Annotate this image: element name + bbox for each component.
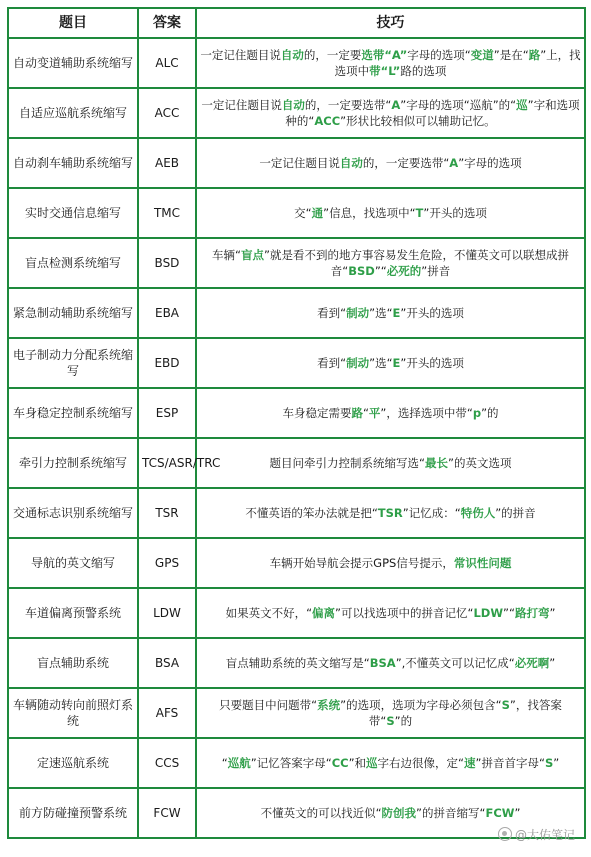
tip-text: 不懂英语的笨办法就是把“ <box>245 506 378 520</box>
tip-text: 看到“ <box>317 356 347 370</box>
tip-text: 盲点辅助系统的英文缩写是“ <box>225 656 370 670</box>
tip-highlight: 选带“A” <box>361 48 408 62</box>
tip-highlight: TSR <box>377 506 403 520</box>
tip-highlight: 偏离 <box>312 606 336 620</box>
tip-highlight: S <box>544 756 554 770</box>
tip-text: 车辆“ <box>212 248 241 262</box>
table-row <box>8 38 585 88</box>
question-cell: 导航的英文缩写 <box>8 538 138 588</box>
tip-cell <box>196 38 585 88</box>
tip-text: ”的 <box>394 714 413 728</box>
tip-highlight: 常识性问题 <box>453 556 512 570</box>
tip-text: 字母的选项“ <box>407 48 471 62</box>
table-row <box>8 538 585 588</box>
header-question: 题目 <box>8 8 138 38</box>
tip-text: ”拼音首字母“ <box>475 756 545 770</box>
tip-text: ”信息，找选项中“ <box>323 206 416 220</box>
tip-text: 车辆开始导航会提示GPS信号提示， <box>269 556 454 570</box>
header-answer: 答案 <box>138 8 196 38</box>
question-cell: 自动变道辅助系统缩写 <box>8 38 138 88</box>
watermark-text: @大佑笔记 <box>514 828 575 842</box>
tip-text: ”选“ <box>369 356 393 370</box>
tip-highlight: ACC <box>314 114 341 128</box>
tip-text: ”就是看不到的地方事容易发生危险，不懂英文可以联想成拼音“ <box>264 248 569 278</box>
tip-text: ”字和选项种的“ <box>285 98 580 128</box>
answer-cell: BSA <box>138 638 196 688</box>
tip-text: ”上，找选项中 <box>334 48 581 78</box>
question-cell: 牵引力控制系统缩写 <box>8 438 138 488</box>
watermark-logo-icon <box>498 827 512 841</box>
tips-table <box>7 7 586 839</box>
tip-text: ”的拼音 <box>495 506 536 520</box>
answer-cell: EBA <box>138 288 196 338</box>
tip-highlight: FCW <box>485 806 515 820</box>
question-cell: 实时交通信息缩写 <box>8 188 138 238</box>
tip-text: 不懂英文的可以找近似“ <box>260 806 382 820</box>
tip-text: “ <box>362 406 369 420</box>
answer-cell: FCW <box>138 788 196 838</box>
tip-text: 的，一定要选带“ <box>362 156 450 170</box>
tip-text: ”开头的选项 <box>423 206 487 220</box>
question-cell: 车辆随动转向前照灯系统 <box>8 688 138 738</box>
tip-highlight: 带“L” <box>369 64 401 78</box>
tip-highlight: E <box>392 306 401 320</box>
answer-cell: CCS <box>138 738 196 788</box>
tip-cell <box>196 638 585 688</box>
tip-highlight: 自动 <box>281 98 305 112</box>
tip-text: ”,不懂英文可以记忆成“ <box>395 656 515 670</box>
tip-text: ”字母的选项 <box>458 156 522 170</box>
tip-text: ”的 <box>481 406 499 420</box>
tip-highlight: 必死啊 <box>514 656 550 670</box>
tip-highlight: 必死的 <box>386 264 422 278</box>
tip-text: 交“ <box>294 206 312 220</box>
question-cell: 交通标志识别系统缩写 <box>8 488 138 538</box>
tip-cell <box>196 88 585 138</box>
tip-text: ”记忆成：“ <box>402 506 461 520</box>
answer-cell: BSD <box>138 238 196 288</box>
tip-text: 的，一定要选带“ <box>304 98 392 112</box>
tip-text: ”，选择选项中带“ <box>380 406 473 420</box>
tip-text: 路的选项 <box>400 64 447 78</box>
tip-text: ”是在“ <box>493 48 529 62</box>
question-cell: 车身稳定控制系统缩写 <box>8 388 138 438</box>
tip-cell <box>196 588 585 638</box>
tip-text: ”，找答案带“ <box>368 698 562 728</box>
table-row <box>8 438 585 488</box>
tip-text: 车身稳定需要 <box>282 406 352 420</box>
tip-text: ”的英文选项 <box>448 456 512 470</box>
question-cell: 盲点检测系统缩写 <box>8 238 138 288</box>
tip-cell <box>196 238 585 288</box>
tip-highlight: 制动 <box>346 306 370 320</box>
tip-text: ”拼音 <box>421 264 451 278</box>
tip-text: ”选“ <box>369 306 393 320</box>
tip-highlight: BSA <box>369 656 396 670</box>
tip-highlight: 路 <box>528 48 541 62</box>
tip-cell <box>196 438 585 488</box>
answer-cell: ACC <box>138 88 196 138</box>
tip-cell <box>196 488 585 538</box>
table-row <box>8 288 585 338</box>
tip-highlight: CC <box>331 756 349 770</box>
answer-cell: AFS <box>138 688 196 738</box>
tip-highlight: 通 <box>311 206 324 220</box>
tip-highlight: 制动 <box>346 356 370 370</box>
tip-text: ”字母的选项“巡航”的“ <box>400 98 517 112</box>
header-row <box>8 8 585 38</box>
tip-text: ” <box>514 806 521 820</box>
question-cell: 盲点辅助系统 <box>8 638 138 688</box>
tip-text: ”“ <box>503 606 515 620</box>
answer-cell: TSR <box>138 488 196 538</box>
tip-text: 一定记住题目说 <box>201 98 282 112</box>
tip-text: 的，一定要 <box>303 48 362 62</box>
table-row <box>8 388 585 438</box>
tip-cell <box>196 538 585 588</box>
tip-text: ”记忆答案字母“ <box>250 756 332 770</box>
tip-highlight: 路 <box>351 406 363 420</box>
tip-text: ”“ <box>374 264 387 278</box>
tip-highlight: 巡 <box>516 98 528 112</box>
tip-text: ”可以找选项中的拼音记忆“ <box>335 606 474 620</box>
tip-text: ”和 <box>348 756 367 770</box>
tip-highlight: 系统 <box>317 698 341 712</box>
tip-highlight: A <box>449 156 459 170</box>
tip-text: 字右边很像，定“ <box>377 756 465 770</box>
tip-text: ”的选项，选项为字母必须包含“ <box>340 698 502 712</box>
tip-highlight: A <box>391 98 401 112</box>
answer-cell: TMC <box>138 188 196 238</box>
tip-highlight: p <box>472 406 482 420</box>
table-row <box>8 638 585 688</box>
tip-highlight: 特伤人 <box>460 506 496 520</box>
tip-text: ”开头的选项 <box>400 306 464 320</box>
tip-highlight: 最长 <box>425 456 448 470</box>
tip-highlight: BSD <box>348 264 375 278</box>
question-cell: 车道偏离预警系统 <box>8 588 138 638</box>
tip-highlight: 防创我 <box>381 806 417 820</box>
tip-text: ”形状比较相似可以辅助记忆。 <box>340 114 496 128</box>
answer-cell: LDW <box>138 588 196 638</box>
watermark <box>498 826 575 843</box>
tip-text: “ <box>221 756 228 770</box>
tip-cell <box>196 388 585 438</box>
tip-cell <box>196 738 585 788</box>
tip-highlight: 巡航 <box>227 756 251 770</box>
question-cell: 定速巡航系统 <box>8 738 138 788</box>
table-row <box>8 238 585 288</box>
question-cell: 紧急制动辅助系统缩写 <box>8 288 138 338</box>
tip-text: 一定记住题目说 <box>259 156 340 170</box>
tip-text: ”开头的选项 <box>400 356 464 370</box>
tip-text: ” <box>549 606 556 620</box>
table-row <box>8 588 585 638</box>
table-row <box>8 188 585 238</box>
tip-text: ” <box>553 756 560 770</box>
answer-cell: ESP <box>138 388 196 438</box>
tip-highlight: 巡 <box>366 756 378 770</box>
tip-highlight: S <box>386 714 395 728</box>
tip-cell <box>196 288 585 338</box>
table-row <box>8 488 585 538</box>
tip-highlight: 速 <box>464 756 476 770</box>
answer-cell: ALC <box>138 38 196 88</box>
tip-cell <box>196 188 585 238</box>
tip-cell <box>196 138 585 188</box>
tip-highlight: 路打弯 <box>514 606 550 620</box>
tip-text: 只要题目中问题带“ <box>219 698 318 712</box>
answer-cell: EBD <box>138 338 196 388</box>
tip-highlight: LDW <box>473 606 504 620</box>
tip-text: ”的拼音缩写“ <box>416 806 486 820</box>
tip-highlight: T <box>415 206 424 220</box>
tip-highlight: 自动 <box>280 48 304 62</box>
answer-cell: TCS/ASR/TRC <box>138 438 196 488</box>
tip-cell <box>196 688 585 738</box>
table-row <box>8 88 585 138</box>
tip-highlight: 变道 <box>470 48 494 62</box>
question-cell: 自动刹车辅助系统缩写 <box>8 138 138 188</box>
tip-text: 一定记住题目说 <box>200 48 281 62</box>
table-row <box>8 688 585 738</box>
tip-text: 如果英文不好，“ <box>225 606 313 620</box>
tip-highlight: E <box>392 356 401 370</box>
answer-cell: GPS <box>138 538 196 588</box>
table-row <box>8 138 585 188</box>
tip-text: 看到“ <box>317 306 347 320</box>
answer-cell: AEB <box>138 138 196 188</box>
tip-highlight: 平 <box>368 406 381 420</box>
tip-text: 题目问牵引力控制系统缩写选“ <box>269 456 425 470</box>
question-cell: 自适应巡航系统缩写 <box>8 88 138 138</box>
tip-cell <box>196 338 585 388</box>
table-row <box>8 738 585 788</box>
tip-highlight: 盲点 <box>241 248 264 262</box>
header-tip: 技巧 <box>196 8 585 38</box>
tip-highlight: 自动 <box>339 156 363 170</box>
tip-text: ” <box>549 656 556 670</box>
question-cell: 前方防碰撞预警系统 <box>8 788 138 838</box>
tip-highlight: S <box>501 698 510 712</box>
table-row <box>8 338 585 388</box>
question-cell: 电子制动力分配系统缩写 <box>8 338 138 388</box>
